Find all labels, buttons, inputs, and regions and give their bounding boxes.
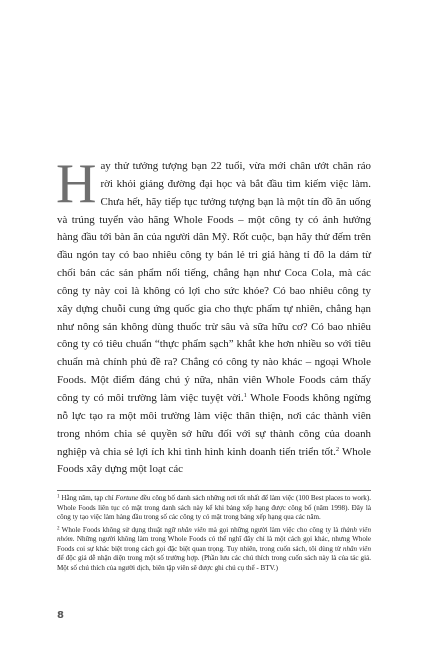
footnote-text: để độc giả dễ nhận diện trong một số trường hợp. (Phần lưu các chú thích trong cuốn sách này là của tác giả. Một số chú thích của người dịch, biên tập viên sẽ được ghi chú cụ thể - BTV.) (57, 554, 371, 572)
footnote-italic: Fortune (115, 494, 139, 502)
footnote-italic: nhân viên (177, 525, 206, 534)
footnote-ref-1: 1 (243, 391, 247, 399)
footnote-text: . Những người không làm trong Whole Foods có thể nghĩ đây chỉ là một cách gọi khác, nhưng Whole Foods coi sự khác biệt trong cách gọi đặc biệt quan trọng. Tuy nhiên, trong cuốn sách, tôi dùng từ (57, 535, 371, 553)
page-number: 8 (57, 610, 64, 621)
footnote-mark: 1 (57, 494, 60, 500)
footnote-divider (57, 490, 371, 491)
footnote-mark: 2 (57, 526, 60, 531)
footnote-italic: thành viên nhóm (57, 525, 372, 543)
footnote-text: mà gọi những người làm việc cho công ty là (205, 525, 341, 534)
drop-cap: H (56, 153, 97, 215)
paragraph-text: Whole Foods xây dựng một loạt các (57, 445, 371, 476)
footnote-2 (57, 526, 371, 574)
footnote-text: Hằng năm, tạp chí (59, 494, 116, 502)
footnote-1 (57, 494, 371, 523)
footnotes (57, 494, 371, 576)
footnote-text: đều công bố danh sách những nơi tốt nhất để làm việc (100 Best places to work). Whole Foods liên tục có mặt trong danh sách này kể khi bảng xếp hạng được công bố (năm 1998). Đây là công ty tạo việc làm hàng đầu trong số các công ty có mặt trong bảng xếp hạng qua các năm. (57, 494, 371, 521)
paragraph-text: Whole Foods không ngừng nỗ lực tạo ra một môi trường làm việc thân thiện, nơi các thành viên trong nhóm chia sẻ quyền sở hữu đối với sự thành công của doanh nghiệp và chia sẻ lợi ích khi tình hình kinh doanh tiến triển tốt. (57, 391, 371, 458)
footnote-ref-2: 2 (335, 445, 340, 453)
paragraph-text: ay thử tưởng tượng bạn 22 tuổi, vừa mới chân ướt chân ráo rời khỏi giảng đường đại học và bắt đầu tìm kiếm việc làm. Chưa hết, hãy tiếp tục tưởng tượng bạn là một tín đồ ăn uống và trúng tuyển vào hãng Whole Foods – một công ty có ảnh hưởng hàng đầu tới bàn ăn của người dân Mỹ. Rốt cuộc, bạn hãy thử đếm trên đầu ngón tay có bao nhiêu công ty bán lẻ tri giá hàng tỉ đô la dám từ chối bán các sản phẩm nổi tiếng, chẳng hạn như Coca Cola, mà các công ty này coi là không có lợi cho sức khỏe? Có bao nhiêu công ty xây dựng chuỗi cung ứng quốc gia cho thực phẩm tự nhiên, chẳng hạn như nông sản không dùng thuốc trừ sâu và sữa hữu cơ? Có bao nhiêu công ty có tiêu chuẩn “thực phẩm sạch” khắt khe hơn nhiều so với tiêu chuẩn mà chính phủ đề ra? Chẳng có công ty nào khác – ngoại Whole Foods. Một điểm đáng chú ý nữa, nhân viên Whole Foods cảm thấy công ty có môi trường làm việc tuyệt vời. (57, 160, 371, 404)
footnote-italic: nhân viên (342, 544, 371, 553)
footnote-text: Whole Foods không sử dụng thuật ngữ (59, 525, 178, 534)
body-paragraph (56, 153, 371, 479)
